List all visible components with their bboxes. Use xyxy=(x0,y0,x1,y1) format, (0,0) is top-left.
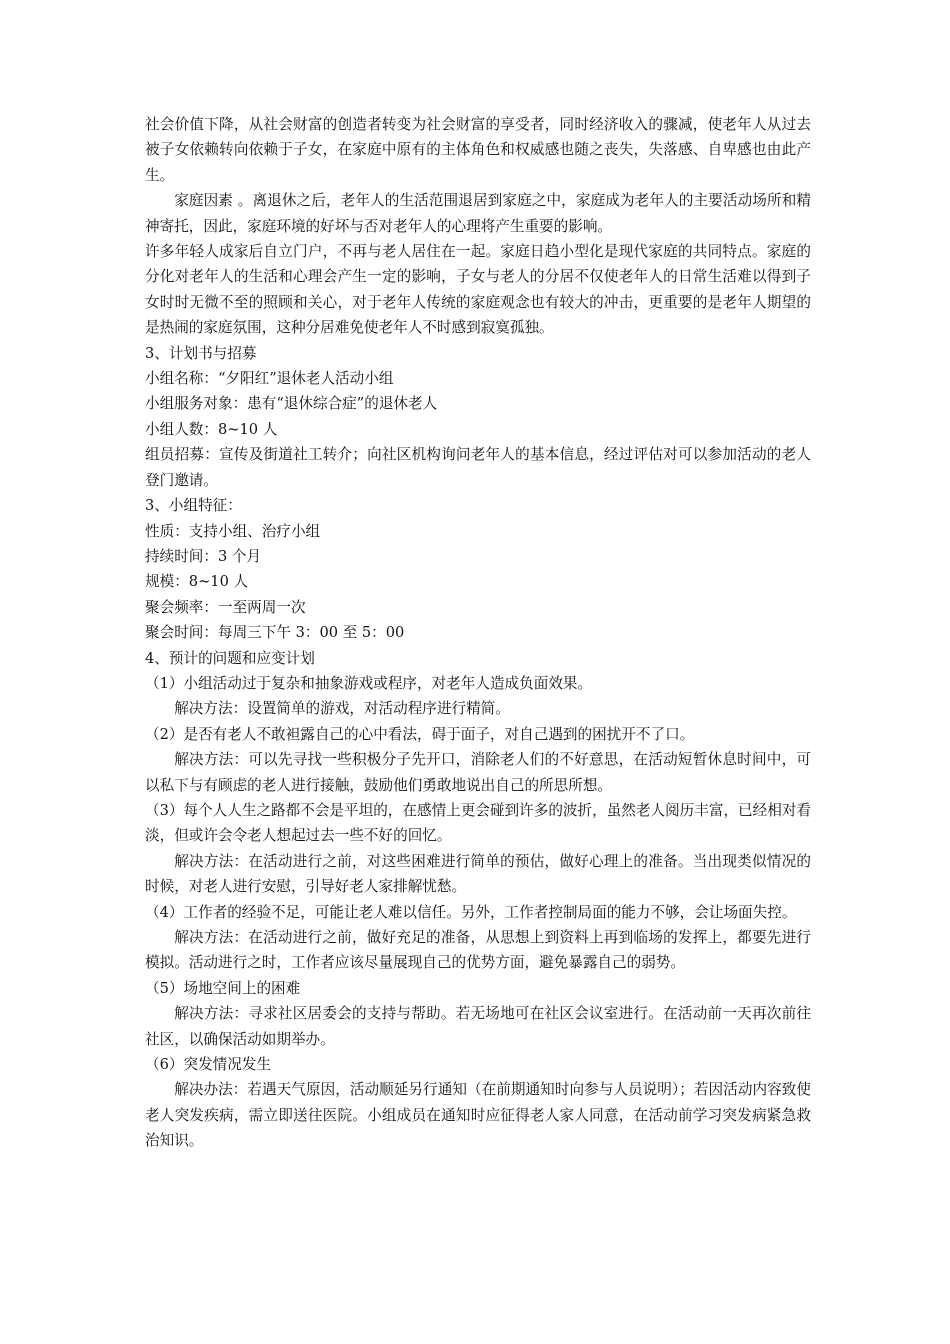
solution-paragraph: 解决方法：可以先寻找一些积极分子先开口，消除老人们的不好意思，在活动短暂休息时间中，可以私下与有顾虑的老人进行接触，鼓励他们勇敢地说出自己的所思所想。 xyxy=(145,751,811,794)
section-heading: 3、计划书与招募 xyxy=(145,344,257,362)
paragraph: 性质：支持小组、治疗小组 xyxy=(145,522,321,540)
paragraph: 小组人数：8~10 人 xyxy=(145,420,278,438)
problem-item: （4）工作者的经验不足，可能让老人难以信任。另外，工作者控制局面的能力不够，会让场面失控。 xyxy=(145,903,797,921)
problem-item: （1）小组活动过于复杂和抽象游戏或程序，对老年人造成负面效果。 xyxy=(145,674,593,692)
paragraph: 小组名称：“夕阳红”退休老人活动小组 xyxy=(145,370,394,388)
solution-paragraph: 解决办法：若遇天气原因，活动顺延另行通知（在前期通知时向参与人员说明）；若因活动内容致使老人突发疾病，需立即送往医院。小组成员在通知时应征得老人家人同意，在活动前学习突发病紧急救治知识。 xyxy=(145,1081,811,1150)
solution-paragraph: 解决方法：寻求社区居委会的支持与帮助。若无场地可在社区会议室进行。在活动前一天再次前往社区，以确保活动如期举办。 xyxy=(145,1005,811,1048)
paragraph: 许多年轻人成家后自立门户，不再与老人居住在一起。家庭日趋小型化是现代家庭的共同特点。家庭的分化对老年人的生活和心理会产生一定的影响，子女与老人的分居不仅使老年人的日常生活难以得到子女时时无微不至的照顾和关心，对于老年人传统的家庭观念也有较大的冲击，更重要的是老年人期望的是热闹的家庭氛围，这种分居难免使老年人不时感到寂寞孤独。 xyxy=(145,243,811,337)
solution-paragraph: 解决方法：在活动进行之前，对这些困难进行简单的预估，做好心理上的准备。当出现类似情况的时候，对老人进行安慰，引导好老人家排解忧愁。 xyxy=(145,852,811,896)
solution-paragraph: 解决方法：设置简单的游戏，对活动程序进行精简。 xyxy=(174,700,510,718)
section-heading: 4、预计的问题和应变计划 xyxy=(145,649,315,667)
paragraph: 小组服务对象：患有“退休综合症”的退休老人 xyxy=(145,395,438,413)
document-body xyxy=(145,112,811,1154)
solution-paragraph: 解决方法：在活动进行之前，做好充足的准备，从思想上到资料上再到临场的发挥上，都要先进行模拟。活动进行之时，工作者应该尽量展现自己的优势方面，避免暴露自己的弱势。 xyxy=(145,929,811,972)
paragraph: 社会价值下降，从社会财富的创造者转变为社会财富的享受者，同时经济收入的骤减，使老年人从过去被子女依赖转向依赖于子女，在家庭中原有的主体角色和权威感也随之丧失，失落感、自卑感也由此产生。 xyxy=(145,116,811,184)
problem-item: （5）场地空间上的困难 xyxy=(145,979,301,997)
paragraph: 家庭因素 。离退休之后，老年人的生活范围退居到家庭之中，家庭成为老年人的主要活动场所和精神寄托，因此，家庭环境的好坏与否对老年人的心理将产生重要的影响。 xyxy=(145,192,811,235)
paragraph: 持续时间：3 个月 xyxy=(145,547,262,565)
paragraph: 聚会时间：每周三下午 3：00 至 5：00 xyxy=(145,624,405,642)
paragraph: 规模：8~10 人 xyxy=(145,573,249,591)
paragraph: 组员招募：宣传及街道社工转介；向社区机构询问老年人的基本信息，经过评估对可以参加活动的老人登门邀请。 xyxy=(145,446,811,489)
problem-item: （6）突发情况发生 xyxy=(145,1056,272,1074)
section-heading: 3、小组特征： xyxy=(145,497,242,515)
problem-item: （2）是否有老人不敢袒露自己的心中看法，碍于面子，对自己遇到的困扰开不了口。 xyxy=(145,725,695,743)
problem-item: （3）每个人人生之路都不会是平坦的，在感情上更会碰到许多的波折，虽然老人阅历丰富，已经相对看淡，但或许会令老人想起过去一些不好的回忆。 xyxy=(145,801,812,845)
paragraph: 聚会频率：一至两周一次 xyxy=(145,598,306,616)
